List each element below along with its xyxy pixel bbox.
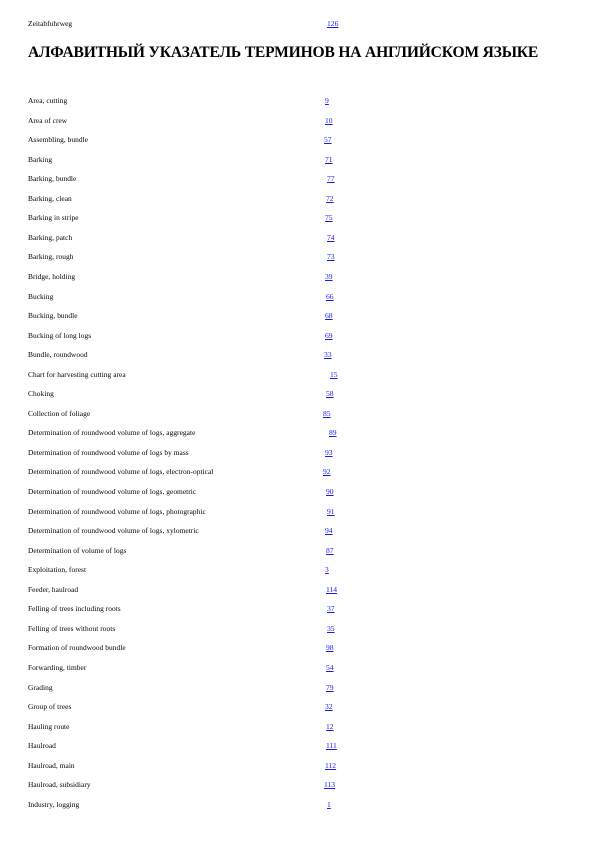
index-entry [28,702,568,716]
page-link[interactable]: 74 [327,232,335,242]
page-link[interactable]: 72 [326,193,334,203]
index-term: Felling of trees including roots [28,604,121,614]
index-entry [28,331,568,345]
page-link[interactable]: 10 [325,115,333,125]
index-term: Area, cutting [28,96,68,105]
page-link[interactable]: 15 [330,369,338,379]
page-link[interactable]: 89 [329,428,337,438]
page-link[interactable]: 91 [327,506,335,516]
index-entry [28,409,568,423]
index-term: Bundle, roundwood [28,350,88,360]
index-entry [28,155,568,169]
page-link[interactable]: 1 [327,799,331,809]
index-term: Bucking [28,291,54,301]
page-link[interactable]: 126 [327,19,339,28]
page-link[interactable]: 98 [326,643,334,653]
index-entry [28,116,568,130]
index-entry [28,135,568,149]
index-term: Haulroad [28,741,56,751]
page-link[interactable]: 94 [325,526,333,536]
index-term: Barking, bundle [28,174,77,184]
index-term: Hauling route [28,721,70,731]
index-term: Assembling, bundle [28,135,89,145]
page-link[interactable]: 79 [326,682,334,692]
page-link[interactable]: 112 [325,760,337,770]
index-term: Determination of volume of logs [28,545,127,555]
page-link[interactable]: 90 [326,487,334,496]
page-link[interactable]: 75 [325,213,333,223]
index-entry [28,663,568,677]
page-link[interactable]: 58 [326,389,334,399]
page-link[interactable]: 113 [324,780,336,790]
page-link[interactable]: 87 [326,545,334,555]
index-term: Barking, clean [28,193,72,203]
page-link[interactable]: 93 [325,447,333,457]
page-link[interactable]: 57 [324,135,332,145]
page-link[interactable]: 71 [325,154,333,164]
index-entry [28,194,568,208]
index-entry [28,643,568,657]
index-term: Feeder, haulroad [28,584,79,594]
index-term: Forwarding, timber [28,663,87,672]
index-entry [28,800,568,814]
index-entry [28,722,568,736]
index-term: Haulroad, main [28,760,75,770]
index-entry [28,467,568,481]
index-term: Bucking of long logs [28,330,92,340]
index-entry [28,507,568,521]
index-term: Zeitabfuhrweg [28,19,73,28]
page-link[interactable]: 54 [326,663,334,672]
index-entry [28,761,568,775]
index-term: Determination of roundwood volume of logs, geometric [28,487,197,496]
index-term: Grading [28,682,53,692]
page-link[interactable]: 9 [325,96,329,105]
index-entry [28,370,568,384]
index-entry [28,546,568,560]
index-entry [28,428,568,442]
index-entry [28,213,568,227]
index-term: Barking, patch [28,232,73,242]
index-term: Chart for harvesting cutting area [28,369,126,379]
page-link[interactable]: 32 [325,702,333,712]
page-link[interactable]: 114 [326,584,338,594]
page-link[interactable]: 3 [325,565,329,575]
index-term: Choking [28,389,54,399]
index-entry [28,448,568,462]
index-entry [28,350,568,364]
page-link[interactable]: 92 [323,467,331,477]
index-term: Determination of roundwood volume of logs by mass [28,447,189,457]
index-entry [28,252,568,266]
index-entry [28,272,568,286]
page-link[interactable]: 37 [327,604,335,614]
index-entry-top [28,19,568,33]
index-term: Felling of trees without roots [28,623,116,633]
index-term: Barking, rough [28,252,74,262]
index-entry [28,741,568,755]
page-link[interactable]: 12 [326,721,334,731]
index-entry [28,526,568,540]
index-term: Determination of roundwood volume of logs, photographic [28,506,206,516]
index-term: Bridge, holding [28,272,76,281]
index-term: Formation of roundwood bundle [28,643,126,653]
index-entry [28,311,568,325]
page-link[interactable]: 35 [327,623,335,633]
index-term: Barking in stripe [28,213,79,223]
index-term: Collection of foliage [28,408,91,418]
page-link[interactable]: 66 [326,291,334,301]
index-term: Determination of roundwood volume of logs, aggregate [28,428,196,438]
page-link[interactable]: 85 [323,408,331,418]
page-link[interactable]: 69 [325,330,333,340]
index-term: Determination of roundwood volume of logs, xylometric [28,526,199,536]
index-term: Bucking, bundle [28,311,78,321]
index-term: Barking [28,154,53,164]
index-term: Group of trees [28,702,72,712]
index-entry [28,174,568,188]
index-entry [28,565,568,579]
index-entry [28,233,568,247]
index-entry [28,389,568,403]
page-link[interactable]: 77 [327,174,335,184]
index-entry [28,683,568,697]
index-term: Determination of roundwood volume of logs, electron-optical [28,467,214,477]
page-link[interactable]: 73 [327,252,335,262]
index-entry [28,780,568,794]
index-entry [28,604,568,618]
index-term: Area of crew [28,115,68,125]
index-term: Exploitation, forest [28,565,87,575]
index-entry [28,96,568,110]
index-entry [28,624,568,638]
index-entry [28,292,568,306]
index-term: Industry, logging [28,799,80,809]
index-term: Haulroad, subsidiary [28,780,91,790]
page-link[interactable]: 33 [324,350,332,360]
page-link[interactable]: 111 [326,741,337,751]
index-entry [28,585,568,599]
index-entry [28,487,568,501]
page-link[interactable]: 39 [325,272,333,281]
page-link[interactable]: 68 [325,311,333,321]
index-heading: АЛФАВИТНЫЙ УКАЗАТЕЛЬ ТЕРМИНОВ НА АНГЛИЙСКОМ ЯЗЫКЕ [28,44,539,61]
